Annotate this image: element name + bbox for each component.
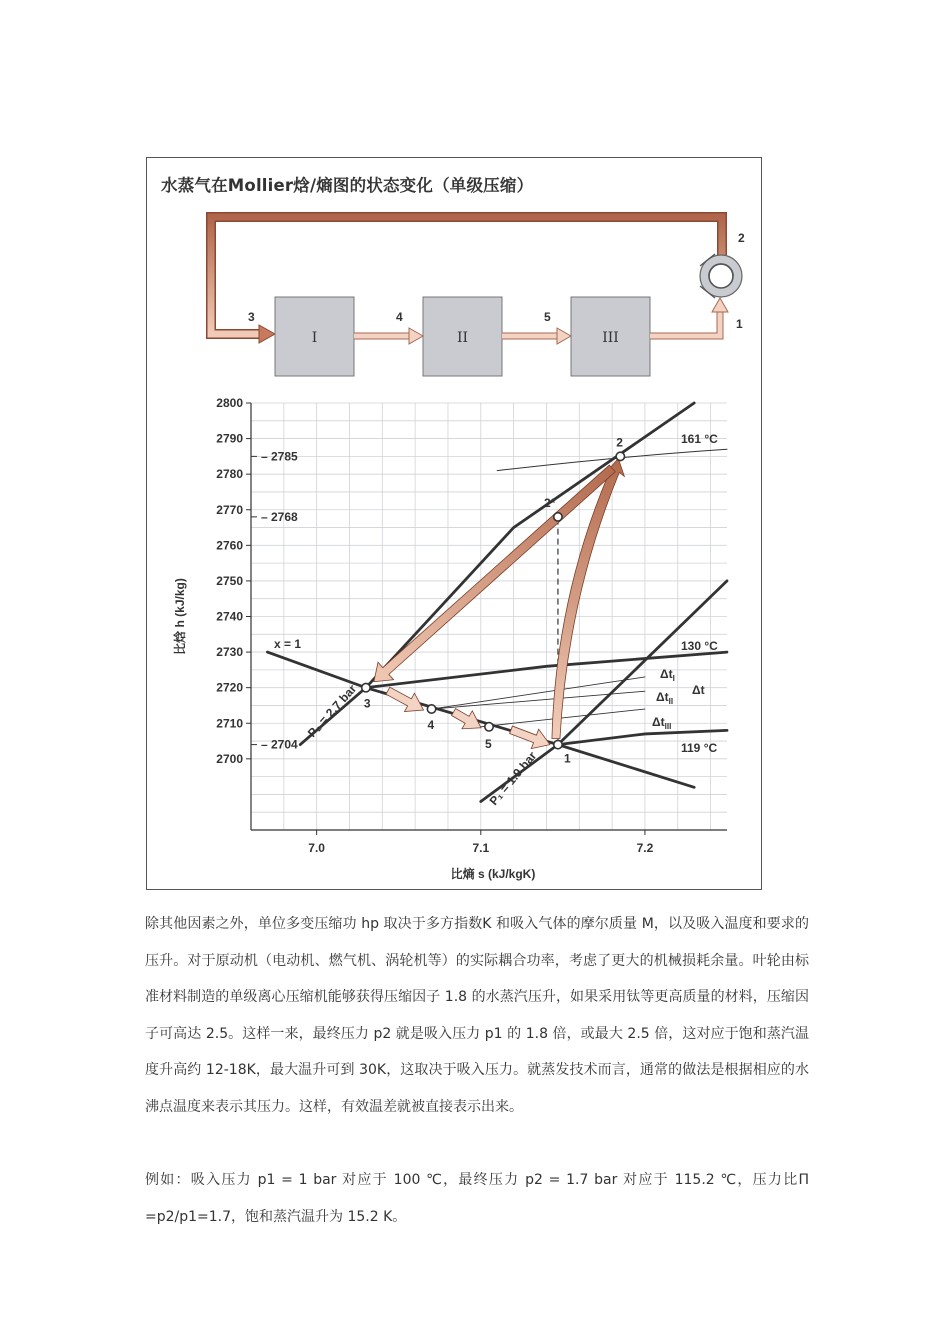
arrow-to-box-iii (557, 328, 571, 344)
figure-frame (146, 157, 762, 890)
state-point-label-1: 1 (563, 751, 571, 766)
y-tick-label: 2720 (216, 680, 243, 695)
arrow-5-to-1 (510, 726, 550, 749)
centrifugal-compressor-icon (700, 254, 742, 298)
schematic-label-3: 3 (248, 310, 255, 324)
figure-title: 水蒸气在Mollier焓/熵图的状态变化（单级压缩） (161, 176, 534, 195)
x-tick-label: 7.2 (636, 841, 654, 855)
annotation--t-iii: $\Delta t_{III}$ (652, 715, 672, 731)
schematic-label-1: 1 (736, 317, 743, 331)
y-marker-label: – 2768 (261, 509, 298, 524)
arrow-into-box-i (259, 325, 275, 343)
y-tick-label: 2750 (216, 573, 243, 588)
state-point-label-2: 2 (616, 435, 623, 450)
series-label-p-1-9-bar: P₁ = 1.9 bar (486, 748, 540, 808)
chart-grid (251, 403, 727, 830)
schematic-label-5: 5 (544, 310, 551, 324)
annotation--t-ii: $\Delta t_{II}$ (656, 690, 674, 706)
arrow-to-compressor (712, 298, 728, 312)
state-point-label-4: 4 (427, 718, 435, 733)
stage-box-i-label: I (311, 330, 318, 346)
body-paragraph-2: 例如：吸入压力 p1 = 1 bar 对应于 100 ℃，最终压力 p2 = 1.7 bar 对应于 115.2 ℃，压力比Π =p2/p1=1.7，饱和蒸汽温升为 15.2 K。 (145, 1172, 809, 1225)
y-axis-label: 比焓 h (kJ/kg) (173, 578, 187, 655)
y-tick-label: 2710 (216, 716, 243, 731)
y-marker-label: – 2704 (261, 737, 298, 752)
state-point-2star (554, 513, 562, 521)
schematic-label-2: 2 (738, 231, 745, 245)
state-point-3 (362, 683, 370, 691)
series-label-119-c: 119 °C (681, 741, 718, 755)
chart-labels (274, 432, 718, 808)
mollier-chart (172, 396, 727, 881)
state-point-label-5: 5 (485, 736, 492, 751)
y-marker-label: – 2785 (261, 449, 298, 464)
chart-axes (172, 396, 727, 881)
y-tick-label: 2740 (216, 609, 243, 624)
arrow-3-to-4 (386, 687, 424, 711)
annotation--t-i: $\Delta t_I$ (660, 667, 675, 683)
x-tick-label: 7.0 (308, 841, 325, 855)
curve-delta-t-8 (481, 709, 645, 727)
chart-curves (267, 403, 727, 802)
series-label-p-2-7-bar: P₂ = 2.7 bar (304, 681, 360, 741)
state-point-label-3: 3 (363, 696, 371, 711)
series-label-130-c: 130 °C (681, 639, 718, 653)
state-point-4 (427, 705, 435, 713)
figure-svg (147, 158, 761, 889)
state-point-label-2star: 2* (543, 495, 556, 510)
y-tick-label: 2780 (216, 467, 243, 482)
stage-box-iii-label: III (602, 330, 619, 346)
y-tick-label: 2730 (216, 645, 243, 660)
curve-delta-t-7 (432, 691, 645, 709)
x-tick-label: 7.1 (472, 841, 490, 855)
process-schematic (211, 217, 745, 376)
series-label-x-1: x = 1 (274, 637, 302, 651)
state-point-2 (616, 452, 624, 460)
stage-box-ii-label: II (456, 330, 469, 346)
arrow-to-box-ii (409, 328, 423, 344)
body-paragraph-1: 除其他因素之外，单位多变压缩功 hp 取决于多方指数K 和吸入气体的摩尔质量 M，以及吸入温度和要求的压升。对于原动机（电动机、燃气机、涡轮机等）的实际耦合功率，考虑了更大的机械损耗余量。叶轮由标准材料制造的单级离心压缩机能够获得压缩因子 1.8 的水蒸汽压升，如果采用钛等更高质量的材料，压缩因子可高达 2.5。这样一来，最终压力 p2 就是吸入压力 p1 的 1.8 倍，或最大 2.5 倍，这对应于饱和蒸汽温度升高约 12-18K，最大温升可到 30K，这取决于吸入压力。就蒸发技术而言，通常的做法是根据相应的水沸点温度来表示其压力。这样，有效温差就被直接表示出来。 (145, 916, 809, 1115)
y-tick-label: 2800 (216, 396, 243, 410)
state-point-5 (485, 723, 493, 731)
y-tick-label: 2760 (216, 538, 243, 553)
annotation--t: Δt (692, 683, 705, 697)
schematic-label-4: 4 (396, 310, 403, 324)
y-tick-label: 2770 (216, 502, 243, 517)
state-point-1 (554, 740, 562, 748)
series-label-161-c: 161 °C (681, 432, 718, 446)
y-tick-label: 2790 (216, 431, 243, 446)
y-tick-label: 2700 (216, 751, 243, 766)
arrow-4-to-5 (452, 709, 481, 729)
x-axis-label: 比熵 s (kJ/kgK) (450, 867, 536, 881)
